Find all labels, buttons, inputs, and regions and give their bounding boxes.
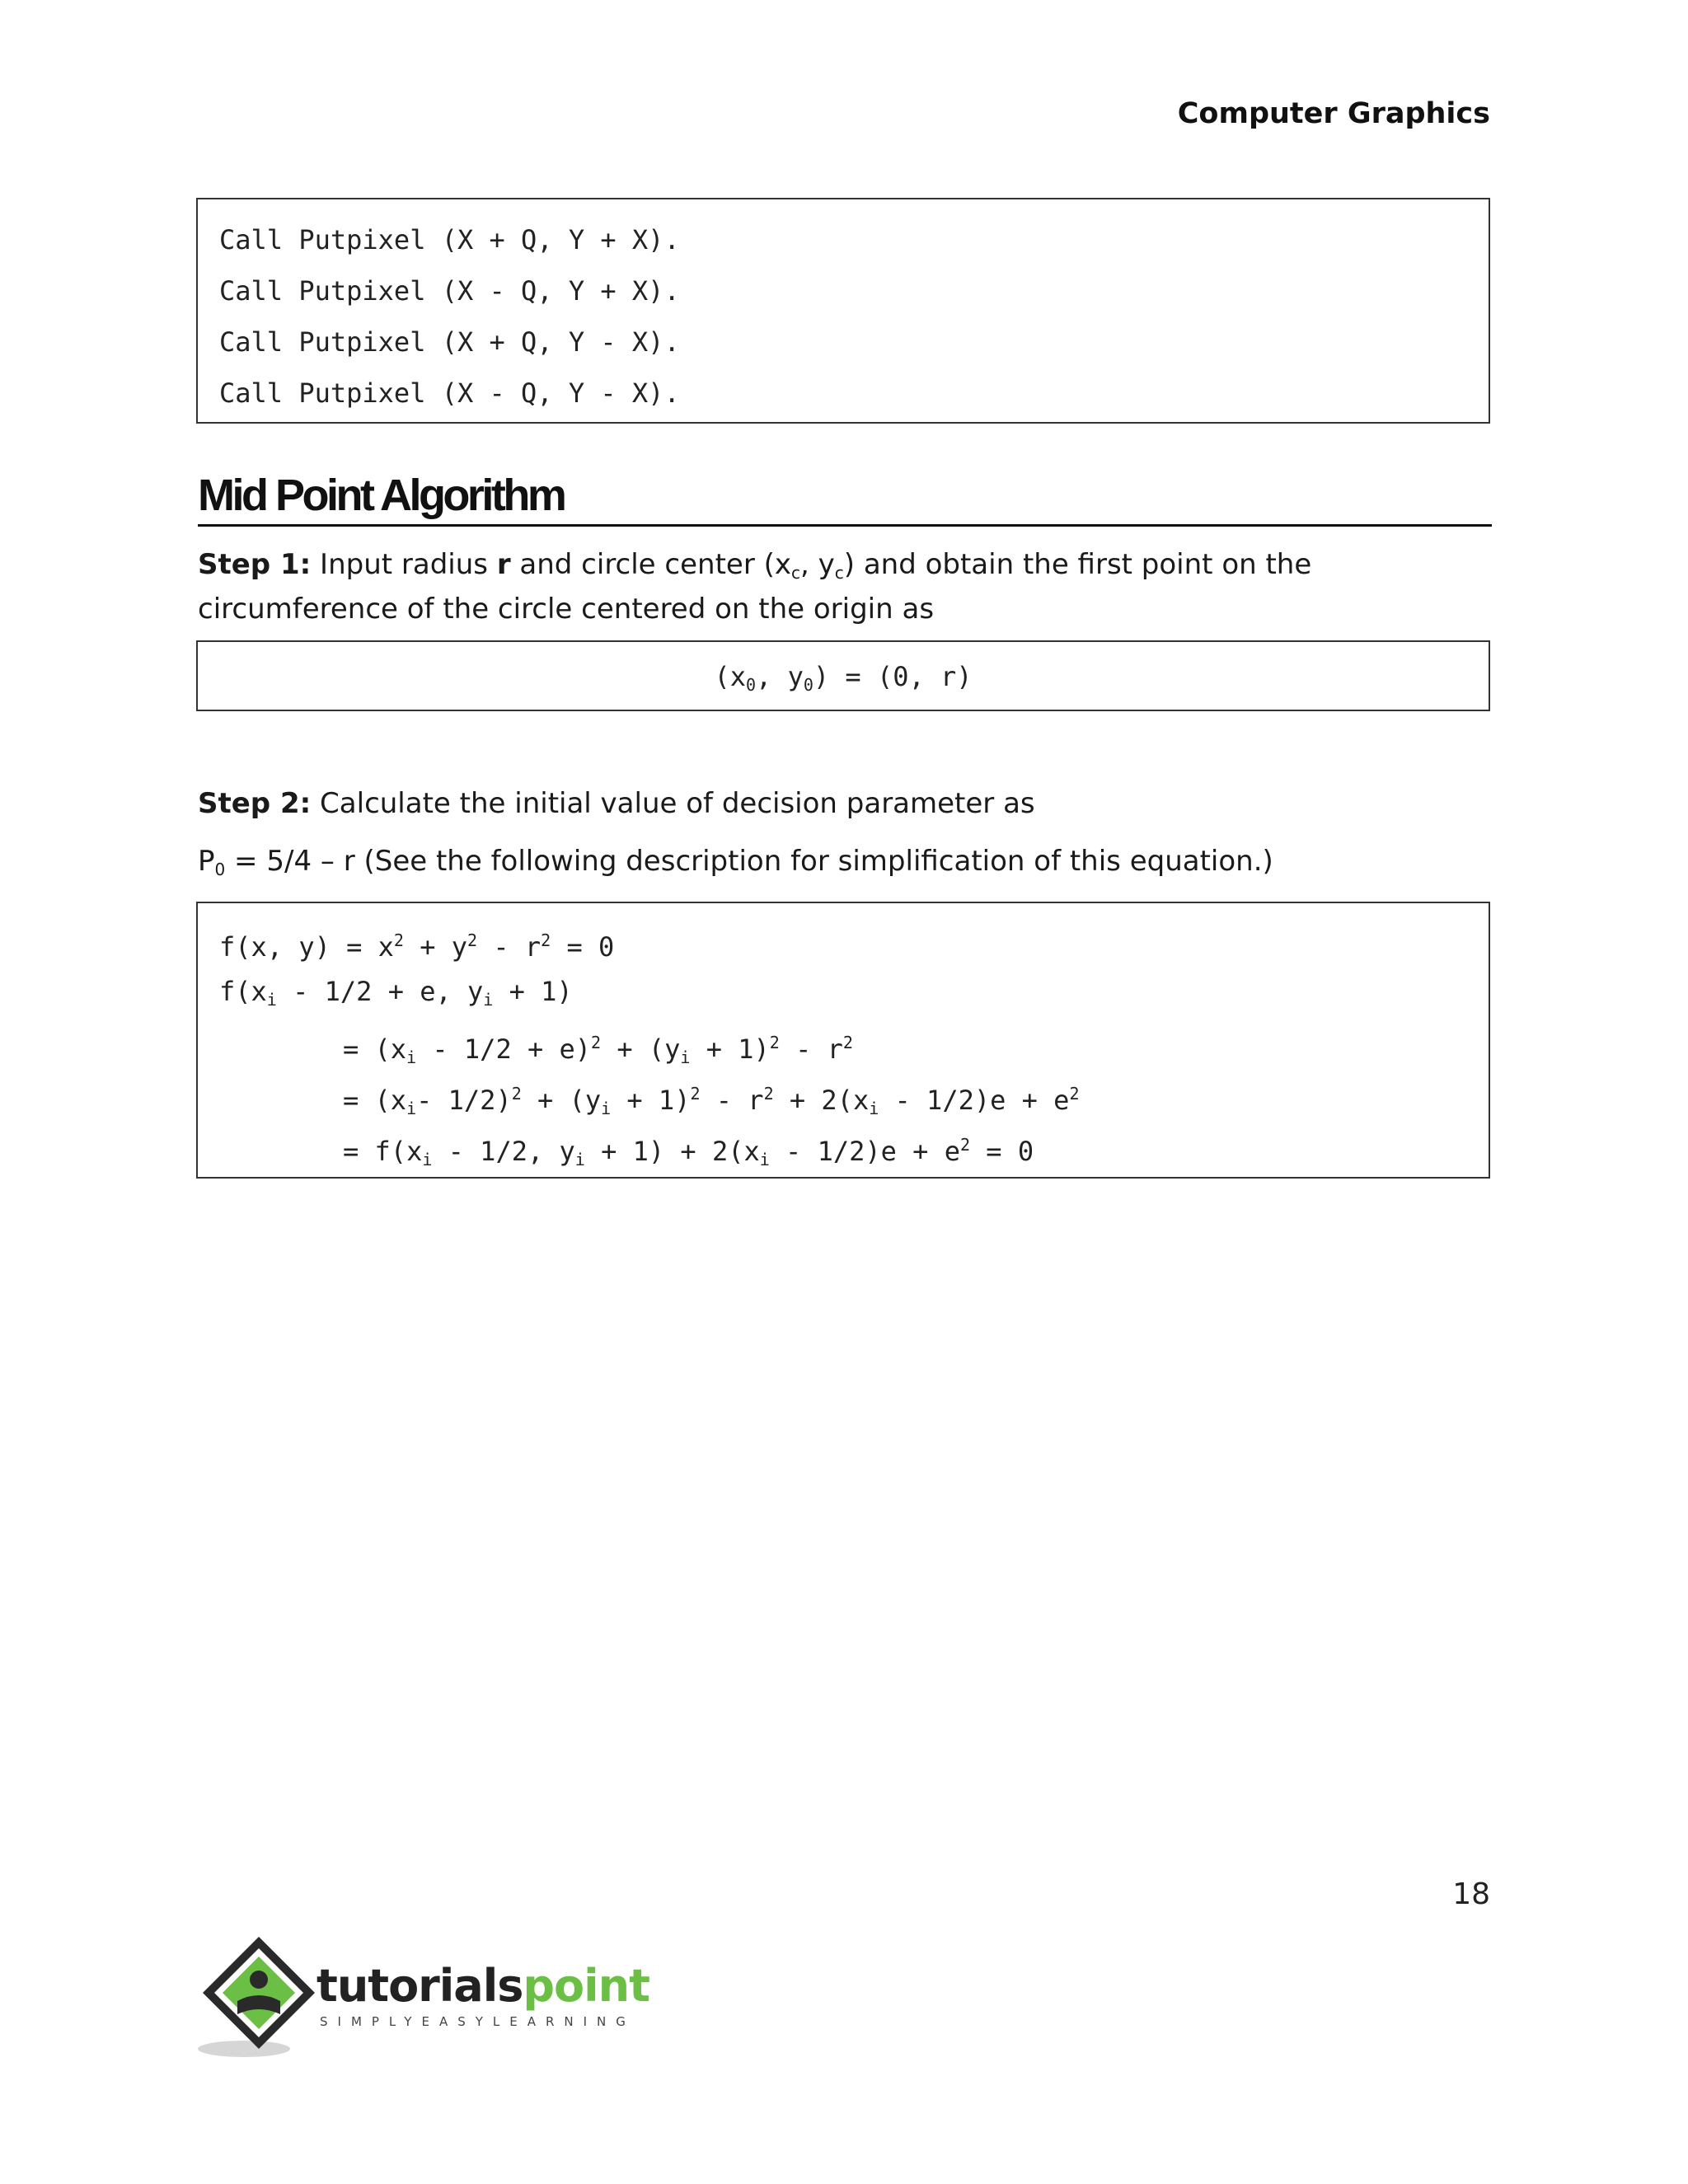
logo-tagline: SIMPLYEASYLEARNING — [320, 2014, 635, 2029]
logo-icon — [193, 1929, 325, 2060]
step1-text: Input radius — [311, 548, 497, 581]
step1-label: Step 1: — [198, 548, 312, 581]
code-line: Call Putpixel (X - Q, Y + X). — [219, 275, 680, 307]
step1-paragraph — [198, 546, 1492, 627]
eq-text: , y — [756, 661, 804, 692]
decision-parameter-line — [198, 843, 1492, 888]
logo-word-b: point — [523, 1960, 649, 2012]
subscript: c — [791, 563, 800, 583]
step1-text: , y — [800, 548, 835, 581]
tutorialspoint-logo — [193, 1929, 649, 2060]
p-text: = 5/4 – r (See the following description for simplification of this equation.) — [225, 845, 1273, 878]
code-line: Call Putpixel (X + Q, Y - X). — [219, 326, 680, 358]
subscript: 0 — [745, 675, 757, 695]
subscript: c — [834, 563, 844, 583]
derivation-line: f(x, $y) = x^2 + y^2 - r^2 = 0$ — [219, 930, 615, 963]
eq-text: ) = (0, r) — [813, 661, 973, 692]
p-symbol: P — [198, 845, 215, 878]
derivation-line: = $f(x_i - 1/2$, $y_i + 1) + 2(x_i - 1/2)e + e^2 = 0$ — [343, 1135, 1034, 1169]
code-line: Call Putpixel (X - Q, Y - X). — [219, 377, 680, 409]
step1-text: and circle center (x — [510, 548, 791, 581]
derivation-block — [196, 902, 1490, 1179]
section-heading: Mid Point Algorithm — [198, 470, 1492, 527]
page-number: 18 — [1452, 1877, 1490, 1911]
running-header: Computer Graphics — [1177, 97, 1490, 130]
logo-word-a: tutorials — [316, 1960, 523, 2012]
derivation-line: = $(x_i - 1/2 + e)^2 + (y_i + 1)^2 - r^2$ — [343, 1033, 853, 1067]
code-block — [196, 198, 1490, 424]
step2-text: Calculate the initial value of decision parameter as — [311, 787, 1035, 820]
derivation-line: = ($x_i-$ $1/2)^2 + (y_i + 1)^2 - r^2 + 2(x_i - 1/2)e + e^2$ — [343, 1084, 1080, 1118]
radius-symbol: r — [496, 548, 511, 581]
code-line: Call Putpixel (X + Q, Y + X). — [219, 224, 680, 255]
eq-text: (x — [714, 661, 746, 692]
step1-text: ) and obtain the first point on the circumference of the circle centered on the origin as — [198, 548, 1312, 626]
derivation-line: $f(x_i - 1/2 + e$, $y_i + 1$) — [219, 976, 573, 1010]
step2-paragraph — [198, 785, 1492, 822]
subscript: 0 — [803, 675, 814, 695]
step2-label: Step 2: — [198, 787, 312, 820]
initial-point-equation — [196, 640, 1490, 711]
subscript: 0 — [214, 860, 226, 879]
logo-wordmark — [316, 1961, 649, 2011]
